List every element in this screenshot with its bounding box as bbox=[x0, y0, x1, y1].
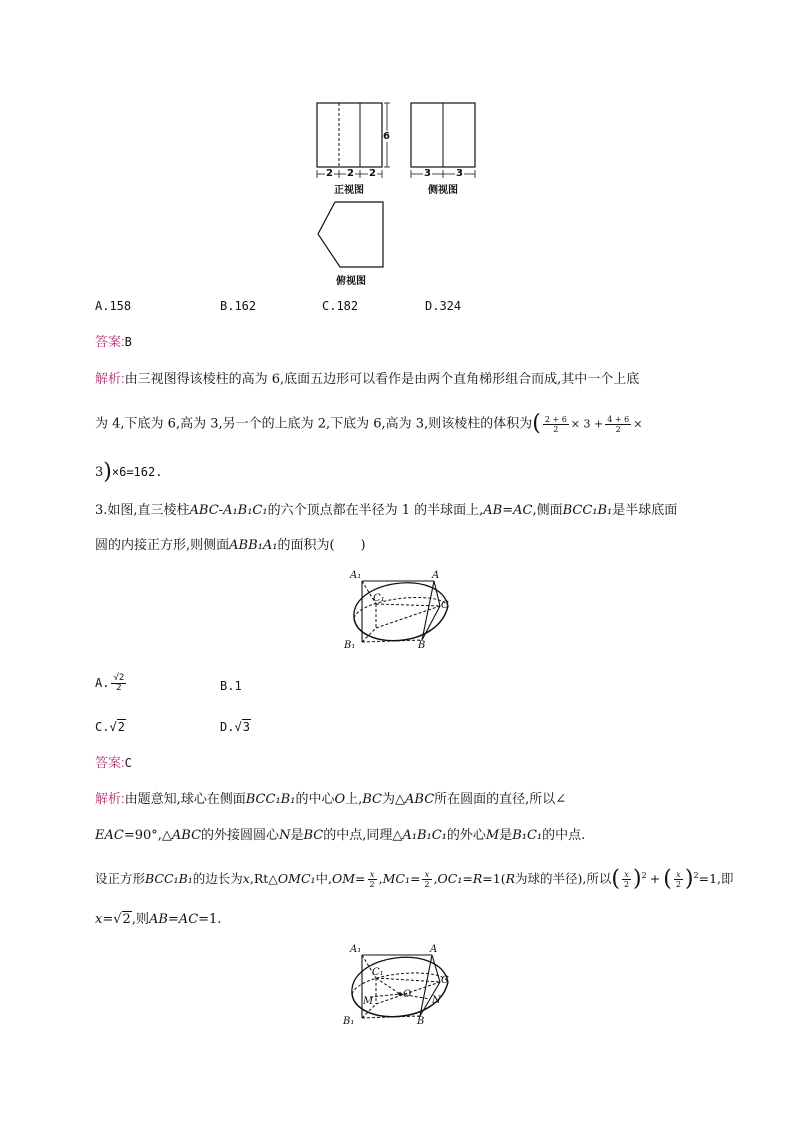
t: x bbox=[242, 871, 250, 887]
t: 为△ bbox=[382, 792, 406, 807]
label-b1: B₁ bbox=[343, 1016, 355, 1027]
t: =1,即 bbox=[698, 871, 734, 887]
q2-analysis-line3: 3)×6=162. bbox=[95, 459, 163, 485]
q3-stem-part: ,侧面 bbox=[532, 503, 563, 518]
t: 所在圆面的直径,所以∠ bbox=[434, 792, 567, 807]
label-b1: B₁ bbox=[344, 640, 356, 651]
q3-stem-part: 的六个顶点都在半径为 1 的半球面上, bbox=[267, 503, 484, 518]
t: BC bbox=[303, 828, 324, 843]
three-view-figure bbox=[300, 95, 500, 290]
t: 的边长为 bbox=[192, 871, 243, 887]
opt-d-rad: 3 bbox=[242, 720, 250, 734]
t: =1( bbox=[482, 871, 506, 887]
label-c1: C₁ bbox=[372, 967, 384, 978]
t: 2 bbox=[641, 871, 647, 880]
t: ,Rt△ bbox=[249, 871, 278, 887]
hemisphere-drawing-2 bbox=[340, 942, 460, 1030]
answer-label: 答案: bbox=[95, 334, 125, 349]
t: x bbox=[674, 870, 683, 880]
t: 为球的半径),所以 bbox=[515, 871, 612, 887]
answer-label: 答案: bbox=[95, 755, 125, 770]
t: OMC₁ bbox=[277, 871, 316, 887]
t: 2 bbox=[693, 871, 699, 880]
t: M bbox=[485, 828, 500, 843]
q3-option-d: D.√3 bbox=[220, 720, 250, 734]
q2-line3-post: ×6=162. bbox=[111, 465, 163, 479]
q3-stem-part: 圆的内接正方形,则侧面 bbox=[95, 538, 230, 553]
q3-solid-figure bbox=[340, 568, 460, 656]
opt-a-den: 2 bbox=[116, 683, 122, 693]
t: 的中心 bbox=[295, 792, 335, 807]
label-c: C bbox=[441, 975, 449, 986]
q3-stem-part: 3.如图,直三棱柱 bbox=[95, 503, 190, 518]
t: 2 bbox=[122, 912, 131, 927]
q2-line3-pre: 3 bbox=[95, 465, 104, 480]
dim-front-w3: 2 bbox=[369, 168, 376, 179]
label-c1: C₁ bbox=[373, 593, 385, 604]
label-o: O bbox=[403, 989, 412, 1000]
q3-option-c: C.√2 bbox=[95, 720, 125, 734]
t: BCC₁B₁ bbox=[145, 871, 193, 887]
three-view-drawing bbox=[300, 95, 500, 290]
q2-analysis-text2: 为 4,下底为 6,高为 3,另一个的上底为 2,下底为 6,高为 3,则该棱柱的体积为 bbox=[95, 416, 533, 432]
q2-analysis-line2: 为 4,下底为 6,高为 3,另一个的上底为 2,下底为 6,高为 3,则该棱柱的体积为( $\frac{2 + 6}{2}$ × 3 + $\frac{4 + 6}{2}$ × bbox=[95, 411, 643, 436]
q2-option-a: A.158 bbox=[95, 299, 132, 313]
t: 2 bbox=[369, 880, 375, 890]
t: = bbox=[355, 871, 366, 887]
q3-stem-line1 bbox=[95, 501, 677, 521]
t: O bbox=[334, 792, 346, 807]
q3-analysis-line4: x=√2,则AB=AC=1. bbox=[95, 912, 222, 927]
label-b: B bbox=[417, 1016, 425, 1027]
q3-stem-face: BCC₁B₁ bbox=[562, 503, 613, 518]
top-view-label: 俯视图 bbox=[336, 276, 366, 287]
answer-value: B bbox=[124, 335, 132, 349]
q3-answer bbox=[95, 753, 132, 774]
label-b: B bbox=[418, 640, 426, 651]
t: N bbox=[279, 828, 291, 843]
dim-side-w2: 3 bbox=[456, 168, 463, 179]
front-view-label: 正视图 bbox=[334, 185, 364, 196]
opt-c-rad: 2 bbox=[117, 720, 125, 734]
q3-option-b: B.1 bbox=[220, 679, 242, 693]
t: 是 bbox=[499, 828, 513, 843]
t: ABC bbox=[171, 828, 202, 843]
t: 2 bbox=[623, 880, 630, 890]
t: 2 bbox=[675, 880, 681, 890]
t: OC₁=R bbox=[437, 871, 483, 887]
q3-stem-line2 bbox=[95, 536, 366, 556]
q2-analysis-text1: 由三视图得该棱柱的高为 6,底面五边形可以看作是由两个直角梯形组合而成,其中一个上底 bbox=[124, 372, 640, 387]
label-m: M bbox=[363, 996, 374, 1007]
q2-option-c: C.182 bbox=[322, 299, 359, 313]
analysis-label: 解析: bbox=[95, 371, 125, 386]
label-a: A bbox=[432, 570, 440, 581]
top-view-pentagon bbox=[318, 202, 383, 267]
t: BCC₁B₁ bbox=[245, 792, 296, 807]
t: 2 bbox=[424, 880, 430, 890]
t: MC₁ bbox=[382, 871, 410, 887]
q3-analysis-line2 bbox=[95, 826, 585, 846]
t: 的外接圆圆心 bbox=[201, 828, 280, 843]
q2-option-b: B.162 bbox=[220, 299, 257, 313]
label-a: A bbox=[430, 944, 438, 955]
t: 的外心 bbox=[446, 828, 486, 843]
t: ,则 bbox=[131, 912, 149, 927]
q3-option-a: A. $\frac{√2}{2}$ bbox=[95, 673, 125, 693]
t: x bbox=[368, 870, 377, 880]
t: 由题意知,球心在侧面 bbox=[124, 792, 246, 807]
t: 的中点,同理△ bbox=[323, 828, 403, 843]
front-view-rect bbox=[317, 103, 382, 167]
t: = bbox=[102, 912, 114, 927]
t: 中, bbox=[315, 871, 332, 887]
dim-side-w1: 3 bbox=[424, 168, 431, 179]
frac2-num: 4 + 6 bbox=[607, 414, 630, 424]
t: OM bbox=[332, 871, 356, 887]
dim-front-w1: 2 bbox=[326, 168, 333, 179]
t: = bbox=[409, 871, 421, 887]
t: , bbox=[378, 871, 383, 887]
frac2-den: 2 bbox=[615, 424, 621, 434]
label-c: C bbox=[441, 600, 449, 611]
t: R bbox=[505, 871, 515, 887]
t: =1. bbox=[198, 912, 222, 927]
times2: × bbox=[633, 417, 643, 431]
label-n: N bbox=[432, 995, 441, 1006]
t: x bbox=[95, 912, 103, 927]
opt-prefix: C. bbox=[95, 720, 110, 734]
q3-analysis-line1 bbox=[95, 789, 566, 810]
t: x bbox=[622, 870, 631, 880]
q3-stem-part: 的面积为( ) bbox=[277, 538, 366, 553]
label-a1: A₁ bbox=[350, 944, 362, 955]
q2-answer bbox=[95, 332, 132, 353]
t: ABC bbox=[405, 792, 435, 807]
t: x bbox=[422, 870, 431, 880]
frac1-num: 2 + 6 bbox=[544, 414, 567, 424]
q2-option-d: D.324 bbox=[425, 299, 462, 313]
dim-front-w2: 2 bbox=[347, 168, 354, 179]
opt-a-num: 2 bbox=[118, 673, 125, 683]
hemisphere-drawing bbox=[340, 568, 460, 656]
t: BC bbox=[362, 792, 383, 807]
t: 的中点. bbox=[542, 828, 586, 843]
t: 上, bbox=[345, 792, 363, 807]
side-view-label: 侧视图 bbox=[428, 185, 458, 196]
q3-solid-figure-2 bbox=[340, 942, 460, 1030]
q3-stem-prism: ABC-A₁B₁C₁ bbox=[189, 503, 268, 518]
t: 设正方形 bbox=[95, 871, 146, 887]
t: 是 bbox=[290, 828, 304, 843]
t: , bbox=[433, 871, 438, 887]
t: + bbox=[649, 871, 661, 887]
t: A₁B₁C₁ bbox=[402, 828, 447, 843]
answer-value: C bbox=[124, 756, 132, 770]
t: =90°,△ bbox=[123, 828, 172, 843]
dim-height-6: 6 bbox=[383, 131, 390, 142]
opt-prefix: A. bbox=[95, 676, 110, 690]
frac1-den: 2 bbox=[553, 424, 559, 434]
t: AB=AC bbox=[148, 912, 199, 927]
q3-analysis-line3: 设正方形BCC₁B₁的边长为x,Rt△OMC₁中,OM= $\frac{x}{2}$ ,MC₁= $\frac{x}{2}$ ,OC₁=R=1(R为球的半径),所以( $\frac{x}{2}$ )$^2$ + ( $\frac{x}{2}$ )$^2$=1,即 bbox=[95, 866, 734, 892]
analysis-label: 解析: bbox=[95, 791, 125, 806]
q3-stem-eq: AB=AC bbox=[483, 503, 533, 518]
q2-analysis-line1 bbox=[95, 369, 639, 390]
q3-stem-face: ABB₁A₁ bbox=[229, 538, 278, 553]
t: EAC bbox=[95, 828, 124, 843]
times1: × 3 + bbox=[570, 417, 604, 431]
q3-stem-part: 是半球底面 bbox=[612, 503, 678, 518]
t: B₁C₁ bbox=[512, 828, 543, 843]
label-a1: A₁ bbox=[350, 570, 362, 581]
opt-prefix: D. bbox=[220, 720, 235, 734]
